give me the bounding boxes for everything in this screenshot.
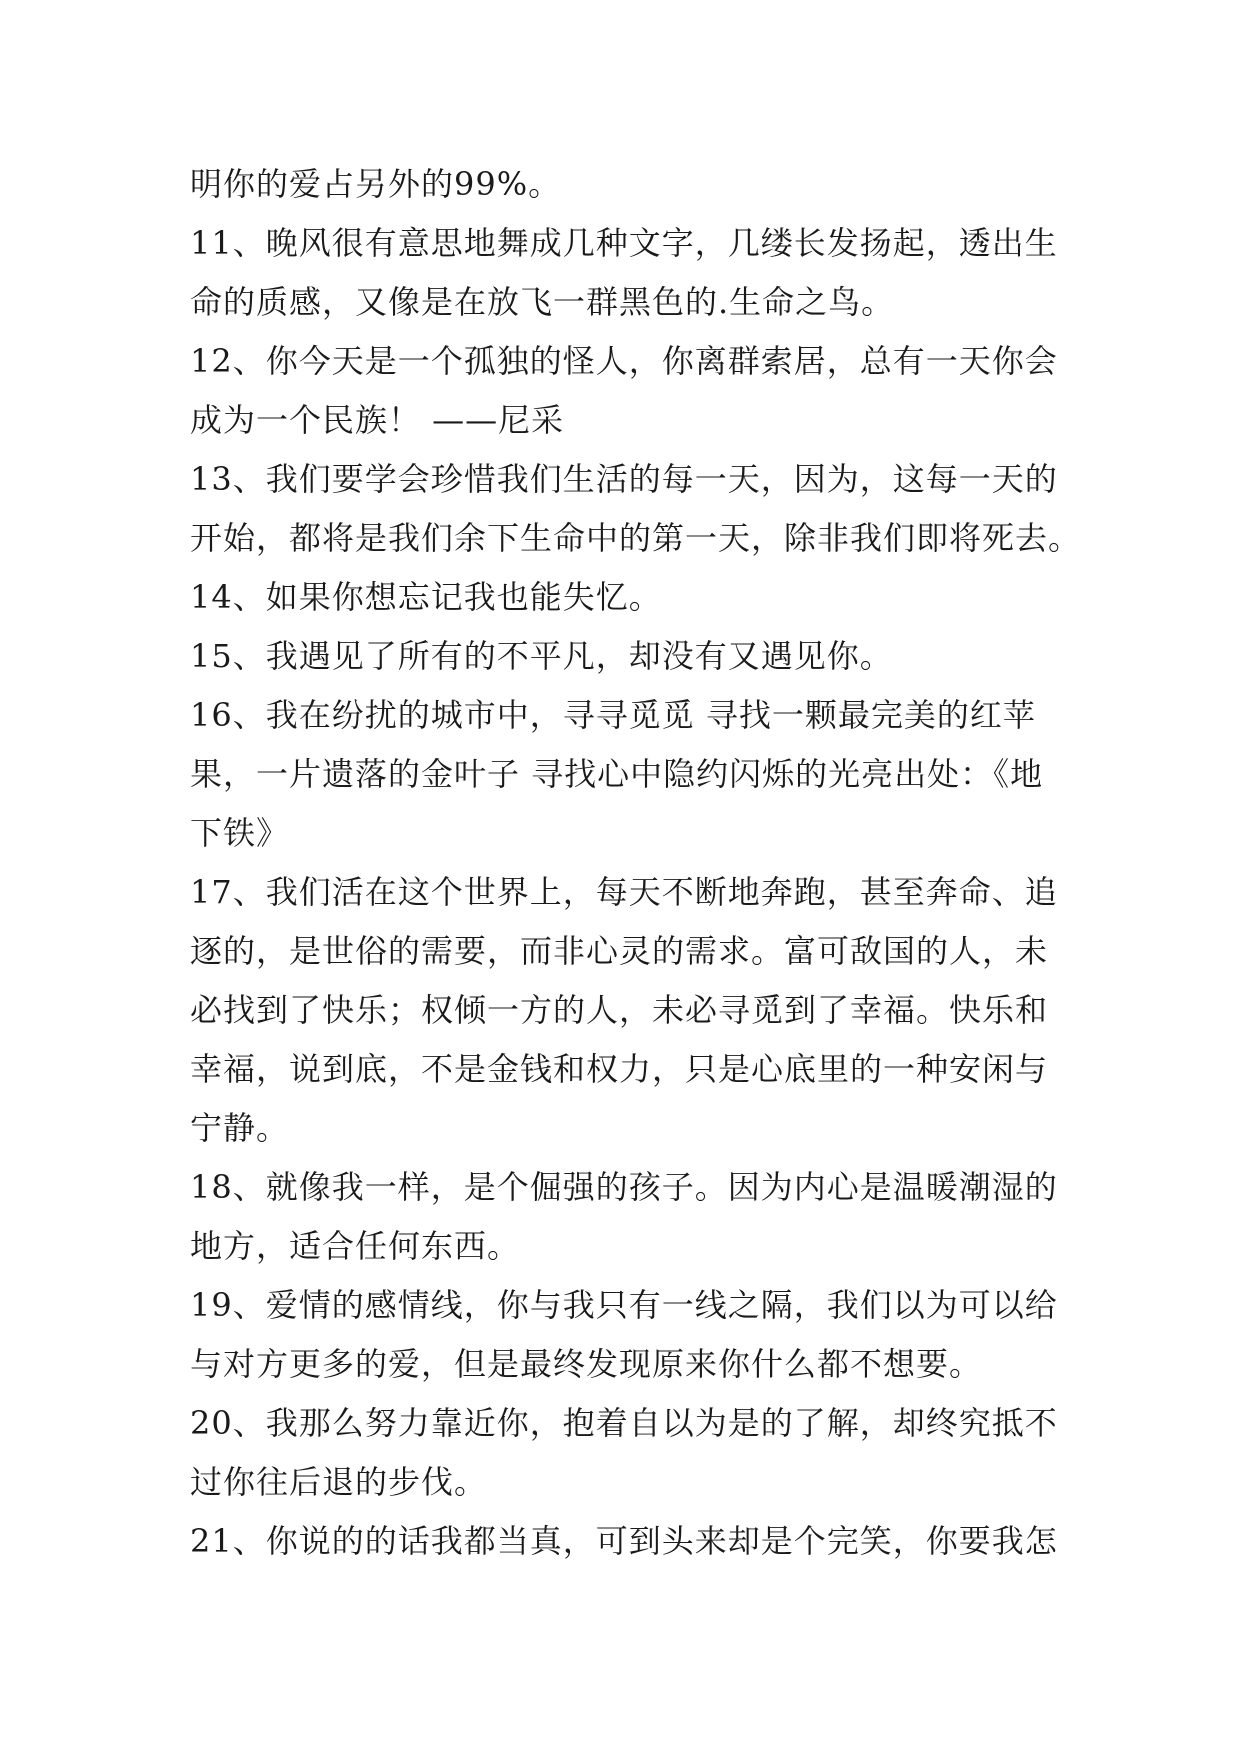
text-line: 下铁》 (190, 814, 290, 852)
text-line: 命的质感，又像是在放飞一群黑色的.生命之鸟。 (190, 283, 895, 321)
text-line: 成为一个民族！ ——尼采 (190, 401, 565, 439)
text-line: 宁静。 (190, 1109, 290, 1147)
text-line: 果，一片遗落的金叶子 寻找心中隐约闪烁的光亮出处：《地 (190, 755, 1044, 793)
text-line: 必找到了快乐；权倾一方的人，未必寻觅到了幸福。快乐和 (190, 991, 1049, 1029)
text-line: 20、我那么努力靠近你，抱着自以为是的了解，却终究抵不 (190, 1404, 1058, 1442)
text-line: 地方，适合任何东西。 (190, 1227, 521, 1265)
text-line: 17、我们活在这个世界上，每天不断地奔跑，甚至奔命、追 (190, 873, 1058, 911)
text-line: 12、你今天是一个孤独的怪人，你离群索居，总有一天你会 (190, 342, 1058, 380)
text-line: 15、我遇见了所有的不平凡，却没有又遇见你。 (190, 637, 893, 675)
text-line: 开始，都将是我们余下生命中的第一天，除非我们即将死去。 (190, 519, 1082, 557)
text-line: 14、如果你想忘记我也能失忆。 (190, 578, 662, 616)
text-line: 16、我在纷扰的城市中，寻寻觅觅 寻找一颗最完美的红苹 (190, 696, 1036, 734)
text-line: 18、就像我一样，是个倔强的孩子。因为内心是温暖潮湿的 (190, 1168, 1058, 1206)
text-line: 21、你说的的话我都当真，可到头来却是个完笑，你要我怎 (190, 1522, 1058, 1560)
text-line: 与对方更多的爱，但是最终发现原来你什么都不想要。 (190, 1345, 983, 1383)
text-line: 过你往后退的步伐。 (190, 1463, 488, 1501)
text-line: 11、晚风很有意思地舞成几种文字，几缕长发扬起，透出生 (190, 224, 1058, 262)
text-line: 明你的爱占另外的99%。 (190, 165, 562, 203)
text-line: 19、爱情的感情线，你与我只有一线之隔，我们以为可以给 (190, 1286, 1058, 1324)
text-line: 幸福，说到底，不是金钱和权力，只是心底里的一种安闲与 (190, 1050, 1049, 1088)
text-line: 逐的，是世俗的需要，而非心灵的需求。富可敌国的人，未 (190, 932, 1049, 970)
text-line: 13、我们要学会珍惜我们生活的每一天，因为，这每一天的 (190, 460, 1058, 498)
text-body (190, 155, 1082, 1571)
